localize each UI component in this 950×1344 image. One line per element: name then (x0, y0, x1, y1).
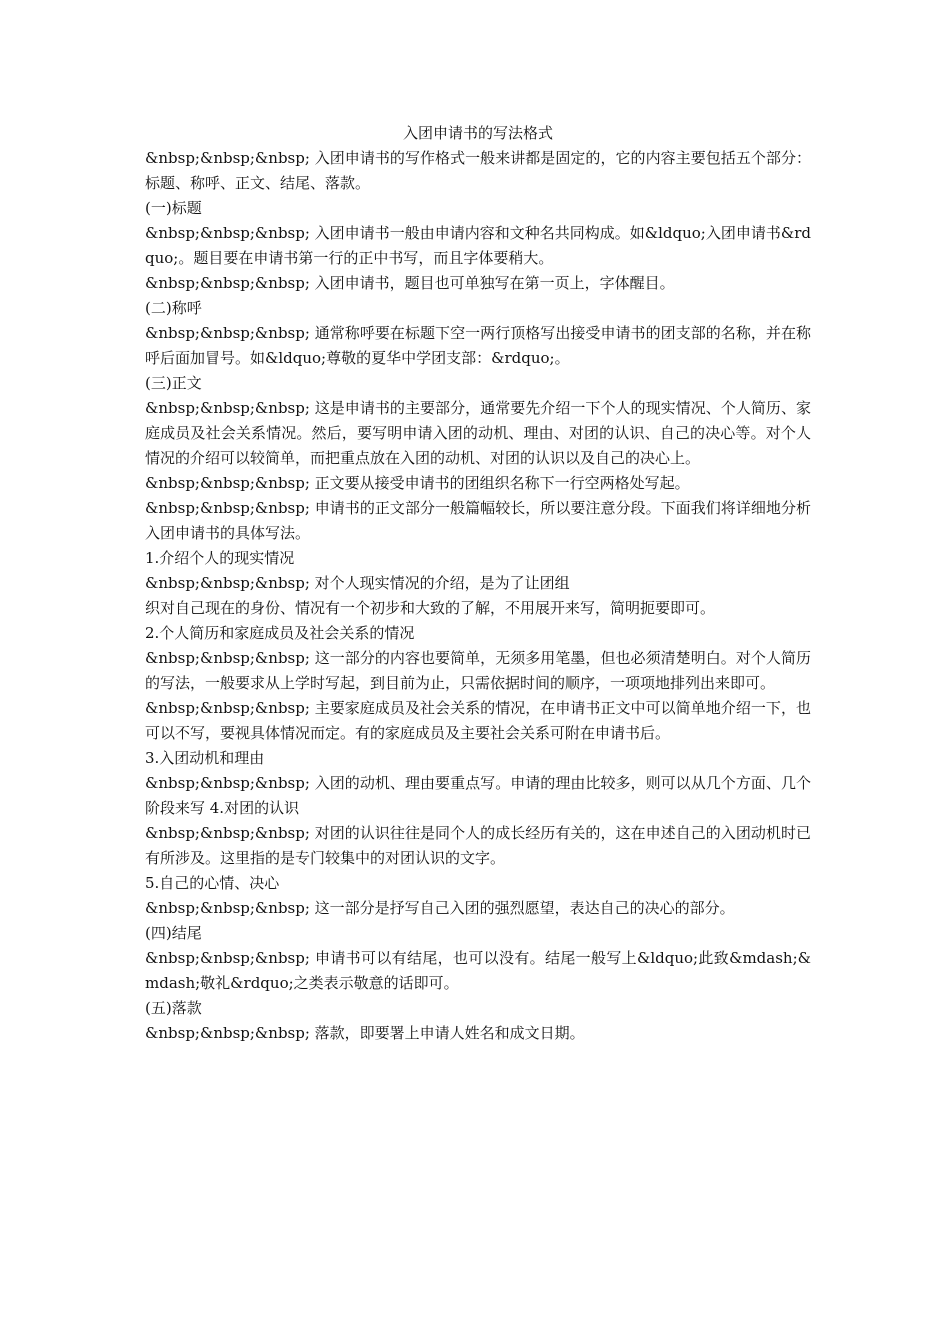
paragraph: &nbsp;&nbsp;&nbsp; 对个人现实情况的介绍，是为了让团组 (145, 574, 570, 592)
paragraph: 织对自己现在的身份、情况有一个初步和大致的了解，不用展开来写，简明扼要即可。 (145, 599, 716, 617)
paragraph: &nbsp;&nbsp;&nbsp; 入团申请书的写作格式一般来讲都是固定的，它的内容主要包括五个部分：标题、称呼、正文、结尾、落款。 (145, 149, 811, 192)
paragraph: &nbsp;&nbsp;&nbsp; 申请书可以有结尾，也可以没有。结尾一般写上&ldquo;此致&mdash;&mdash;敬礼&rdquo;之类表示敬意的话即可。 (145, 949, 811, 992)
paragraph: &nbsp;&nbsp;&nbsp; 正文要从接受申请书的团组织名称下一行空两格处写起。 (145, 474, 690, 492)
paragraph: &nbsp;&nbsp;&nbsp; 入团的动机、理由要重点写。申请的理由比较多，则可以从几个方面、几个阶段来写 4.对团的认识 (145, 774, 811, 817)
paragraph: &nbsp;&nbsp;&nbsp; 申请书的正文部分一般篇幅较长，所以要注意分段。下面我们将详细地分析入团申请书的具体写法。 (145, 499, 811, 542)
section-heading: (五)落款 (145, 999, 202, 1017)
paragraph: &nbsp;&nbsp;&nbsp; 通常称呼要在标题下空一两行顶格写出接受申请书的团支部的名称，并在称呼后面加冒号。如&ldquo;尊敬的夏华中学团支部：&rdquo;。 (145, 324, 811, 367)
paragraph: &nbsp;&nbsp;&nbsp; 这一部分的内容也要简单，无须多用笔墨，但也必须清楚明白。对个人简历的写法，一般要求从上学时写起，到目前为止，只需依据时间的顺序，一项项地排列出来即可。 (145, 649, 811, 692)
subsection-heading: 1.介绍个人的现实情况 (145, 549, 295, 567)
paragraph: &nbsp;&nbsp;&nbsp; 入团申请书一般由申请内容和文种名共同构成。如&ldquo;入团申请书&rdquo;。题目要在申请书第一行的正中书写，而且字体要稍大。 (145, 224, 811, 267)
paragraph: &nbsp;&nbsp;&nbsp; 这一部分是抒写自己入团的强烈愿望，表达自己的决心的部分。 (145, 899, 735, 917)
paragraph: &nbsp;&nbsp;&nbsp; 这是申请书的主要部分，通常要先介绍一下个人的现实情况、个人简历、家庭成员及社会关系情况。然后，要写明申请入团的动机、理由、对团的认识、自己的决心等。对个人情况的介绍可以较简单，而把重点放在入团的动机、对团的认识以及自己的决心上。 (145, 399, 811, 467)
subsection-heading: 5.自己的心情、决心 (145, 874, 280, 892)
subsection-heading: 3.入团动机和理由 (145, 749, 265, 767)
document-page (145, 121, 811, 1046)
paragraph: &nbsp;&nbsp;&nbsp; 落款，即要署上申请人姓名和成文日期。 (145, 1024, 585, 1042)
section-heading: (三)正文 (145, 374, 202, 392)
section-heading: (二)称呼 (145, 299, 202, 317)
document-title: 入团申请书的写法格式 (402, 124, 553, 142)
paragraph: &nbsp;&nbsp;&nbsp; 主要家庭成员及社会关系的情况，在申请书正文中可以简单地介绍一下，也可以不写，要视具体情况而定。有的家庭成员及主要社会关系可附在申请书后。 (145, 699, 811, 742)
section-heading: (一)标题 (145, 199, 202, 217)
paragraph: &nbsp;&nbsp;&nbsp; 入团申请书，题目也可单独写在第一页上，字体醒目。 (145, 274, 675, 292)
paragraph: &nbsp;&nbsp;&nbsp; 对团的认识往往是同个人的成长经历有关的，这在申述自己的入团动机时已有所涉及。这里指的是专门较集中的对团认识的文字。 (145, 824, 811, 867)
subsection-heading: 2.个人简历和家庭成员及社会关系的情况 (145, 624, 415, 642)
section-heading: (四)结尾 (145, 924, 202, 942)
